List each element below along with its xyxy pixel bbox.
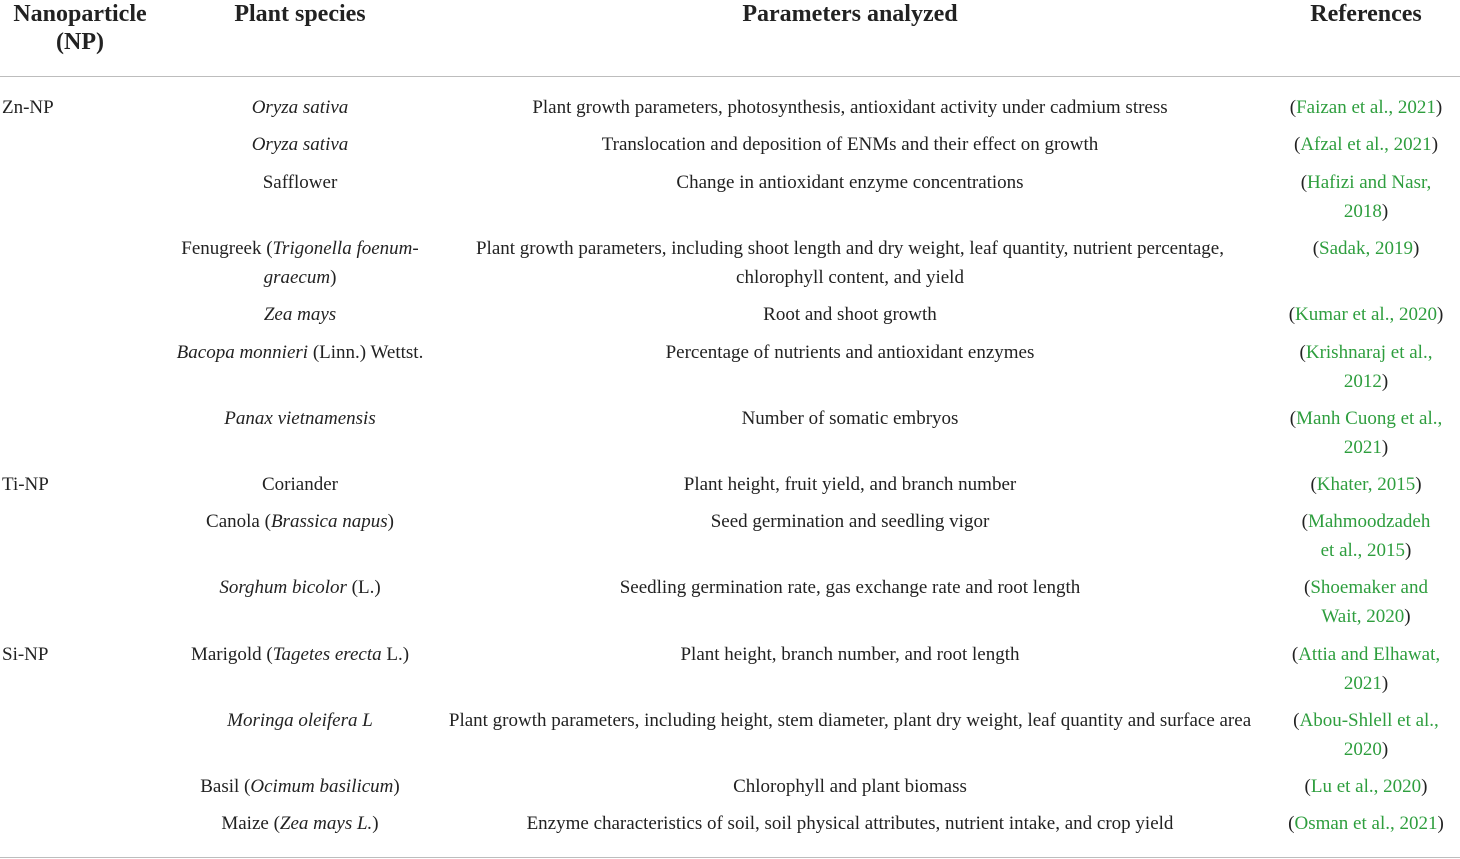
reference-link[interactable]: Mahmoodzadeh: [1307, 511, 1431, 532]
reference-link[interactable]: Attia and Elhawat,: [1298, 644, 1441, 665]
reference-line: (Shoemaker and: [1304, 577, 1428, 598]
species-part: ): [330, 266, 337, 288]
cell-reference: [1272, 471, 1460, 500]
reference-line: 2012): [1343, 370, 1389, 392]
reference-line: (Osman et al., 2021): [1288, 813, 1444, 834]
reference-line: (Kumar et al., 2020): [1288, 304, 1444, 325]
cell-plant-species: [170, 810, 430, 839]
reference-line: 2020): [1343, 738, 1389, 760]
cell-parameters: Seed germination and seedling vigor: [710, 511, 990, 532]
reference-link[interactable]: 2021: [1343, 436, 1382, 458]
species-italic-part: Trigonella foenum-graecum: [263, 238, 419, 288]
cell-reference: [1272, 707, 1460, 764]
cell-parameters: Chlorophyll and plant biomass: [733, 776, 967, 797]
species-part: Coriander: [262, 474, 338, 495]
reference-line: (Lu et al., 2020): [1304, 776, 1428, 797]
reference-link[interactable]: Faizan et al., 2021: [1296, 97, 1436, 118]
cell-nanoparticle: Ti-NP: [2, 474, 49, 495]
species-part: L.): [381, 644, 410, 665]
cell-parameters: Enzyme characteristics of soil, soil physical attributes, nutrient intake, and crop yield: [526, 813, 1174, 834]
cell-reference: [1272, 131, 1460, 160]
cell-plant-species: [170, 773, 430, 802]
reference-line: Wait, 2020): [1321, 605, 1411, 627]
species-italic-part: Oryza sativa: [251, 134, 349, 155]
species-part: Fenugreek (: [181, 238, 273, 259]
cell-plant-species: [170, 707, 430, 736]
reference-link[interactable]: 2021: [1343, 672, 1382, 694]
reference-link[interactable]: Abou-Shlell et al.,: [1299, 710, 1439, 731]
species-italic-part: Panax vietnamensis: [224, 408, 376, 429]
cell-parameters: Plant growth parameters, including height, stem diameter, plant dry weight, leaf quantity and surface area: [448, 710, 1252, 731]
reference-line: (Abou-Shlell et al.,: [1293, 710, 1439, 731]
cell-parameters: Plant growth parameters, including shoot length and dry weight, leaf quantity, nutrient percentage, chlorophyll content, and yield: [475, 238, 1224, 288]
header-nanoparticle: Nanoparticle (NP): [13, 1, 147, 55]
species-part: Maize (: [221, 813, 280, 834]
cell-reference: [1272, 508, 1460, 565]
species-part: (L.): [346, 577, 381, 598]
reference-line: (Khater, 2015): [1310, 474, 1422, 495]
cell-plant-species: [170, 169, 430, 198]
cell-reference: [1272, 169, 1460, 226]
cell-plant-species: [170, 471, 430, 500]
reference-link[interactable]: Manh Cuong et al.,: [1296, 408, 1443, 429]
cell-plant-species: [170, 574, 430, 603]
header-plant-species: Plant species: [234, 1, 366, 27]
cell-parameters: Seedling germination rate, gas exchange rate and root length: [619, 577, 1081, 598]
header-parameters: Parameters analyzed: [742, 1, 958, 27]
reference-link[interactable]: Kumar et al., 2020: [1295, 304, 1437, 325]
header-rule: [0, 76, 1460, 77]
cell-reference: [1272, 301, 1460, 330]
species-italic-part: Sorghum bicolor: [219, 577, 347, 598]
reference-link[interactable]: Lu et al., 2020: [1310, 776, 1422, 797]
header-references: References: [1310, 1, 1422, 27]
species-part: (Linn.) Wettst.: [308, 342, 424, 363]
reference-link[interactable]: et al., 2015: [1320, 539, 1406, 561]
cell-reference: [1272, 94, 1460, 123]
species-part: Safflower: [262, 172, 338, 193]
cell-reference: [1272, 574, 1460, 631]
species-italic-part: Zea mays L.: [279, 813, 373, 834]
species-part: ): [387, 511, 394, 532]
cell-plant-species: [170, 235, 430, 292]
cell-nanoparticle: Si-NP: [2, 644, 49, 665]
species-italic-part: Brassica napus: [270, 511, 388, 532]
cell-plant-species: [170, 339, 430, 368]
reference-line: (Attia and Elhawat,: [1291, 644, 1441, 665]
reference-line: (Afzal et al., 2021): [1293, 134, 1439, 155]
footer-rule: [0, 857, 1460, 858]
cell-plant-species: [170, 301, 430, 330]
cell-reference: [1272, 405, 1460, 462]
species-italic-part: Oryza sativa: [251, 97, 349, 118]
reference-link[interactable]: 2018: [1343, 200, 1382, 222]
cell-plant-species: [170, 641, 430, 670]
species-italic-part: Ocimum basilicum: [250, 776, 394, 797]
cell-parameters: Root and shoot growth: [763, 304, 937, 325]
species-italic-part: Bacopa monnieri: [176, 342, 309, 363]
cell-parameters: Percentage of nutrients and antioxidant enzymes: [665, 342, 1035, 363]
cell-reference: [1272, 773, 1460, 802]
cell-parameters: Plant height, fruit yield, and branch number: [683, 474, 1017, 495]
reference-link[interactable]: Krishnaraj et al.,: [1305, 342, 1433, 363]
species-part: Marigold (: [190, 644, 273, 665]
species-part: Canola (: [206, 511, 271, 532]
species-italic-part: Zea mays: [263, 304, 337, 325]
species-part: Basil (: [200, 776, 251, 797]
reference-link[interactable]: Shoemaker and: [1310, 577, 1428, 598]
reference-line: (Sadak, 2019): [1312, 238, 1420, 259]
cell-reference: [1272, 339, 1460, 396]
species-part: ): [393, 776, 400, 797]
cell-parameters: Plant height, branch number, and root length: [680, 644, 1020, 665]
cell-nanoparticle: Zn-NP: [2, 97, 54, 118]
cell-parameters: Plant growth parameters, photosynthesis, antioxidant activity under cadmium stress: [532, 97, 1168, 118]
cell-reference: [1272, 235, 1460, 264]
cell-parameters: Number of somatic embryos: [741, 408, 959, 429]
cell-plant-species: [170, 405, 430, 434]
cell-parameters: Change in antioxidant enzyme concentrations: [676, 172, 1024, 193]
cell-plant-species: [170, 131, 430, 160]
cell-plant-species: [170, 94, 430, 123]
reference-line: (Faizan et al., 2021): [1289, 97, 1443, 118]
reference-link[interactable]: Khater, 2015: [1316, 474, 1416, 495]
species-part: ): [372, 813, 379, 834]
reference-link[interactable]: 2020: [1343, 738, 1382, 760]
reference-line: 2021): [1343, 672, 1389, 694]
reference-line: (Mahmoodzadeh: [1301, 511, 1431, 532]
reference-link[interactable]: Wait, 2020: [1321, 605, 1405, 627]
reference-line: (Krishnaraj et al.,: [1299, 342, 1433, 363]
cell-plant-species: [170, 508, 430, 537]
species-italic-part: Tagetes erecta: [272, 644, 382, 665]
reference-line: (Manh Cuong et al.,: [1289, 408, 1443, 429]
species-italic-part: Moringa oleifera L: [227, 710, 373, 731]
cell-parameters: Translocation and deposition of ENMs and their effect on growth: [601, 134, 1099, 155]
reference-line: 2018): [1343, 200, 1389, 222]
reference-line: 2021): [1343, 436, 1389, 458]
reference-link[interactable]: Osman et al., 2021: [1294, 813, 1438, 834]
reference-link[interactable]: 2012: [1343, 370, 1382, 392]
reference-link[interactable]: Afzal et al., 2021: [1300, 134, 1432, 155]
reference-line: (Hafizi and Nasr,: [1300, 172, 1432, 193]
reference-link[interactable]: Sadak, 2019: [1319, 238, 1413, 259]
cell-reference: [1272, 810, 1460, 839]
cell-reference: [1272, 641, 1460, 698]
reference-link[interactable]: Hafizi and Nasr,: [1307, 172, 1432, 193]
reference-line: et al., 2015): [1320, 539, 1412, 561]
